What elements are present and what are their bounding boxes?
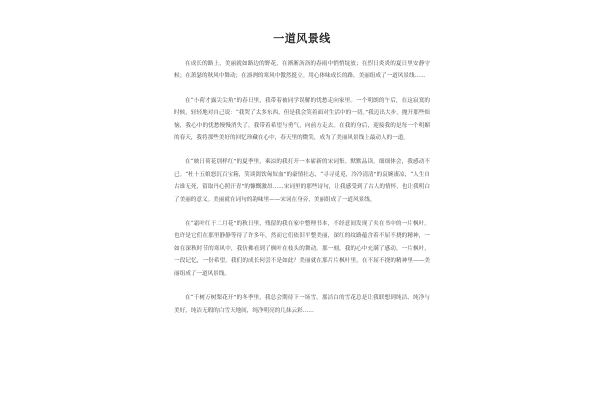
paragraph-intro: 在成长的路上，美丽就如路边的野花，在淅淅沥沥的春雨中悄悄绽放；在烈日炎炎的夏日里安静守候；在萧瑟的秋风中舞动；在凛冽的寒风中傲然挺立。用心体味成长的路，美丽组成了一道风景线…… [174,61,430,80]
document-title: 一道风景线 [273,32,331,45]
paragraph-summer: 在“映日荷花别样红”的夏季里，乘凉的我打开一本崭新的宋词集。默默品读，细细体会，我感动不已。“杜十五娘怒沉百宝箱，笑谈渴饮匈奴血”的豪情壮志，“寻寻觅觅，冷冷清清”的哀婉凄凉，“人生自古谁无死，留取丹心照汗青”的慷慨激昂……宋词里的那些诗句，让我感受到了古人的情怀，也让我明白了美丽的意义。美丽就在词句的韵味里——宋词在身旁，美丽组成了一道风景线。 [174,159,430,203]
paragraph-winter: 在“千树万树梨花开”的冬季里，我总会期待下一场雪。那洁白的雪花总是让我联想到纯洁、纯净与美好，纯洁无瑕的白雪天地间，纯净明亮的几抹云彩…… [174,295,430,314]
paragraph-autumn: 在“霜叶红于二月花”的秋日里，残留的我在家中整理书本，不经意间发现了夹在书中的一片枫叶。也许是它们在那里静静等待了许多年，然而它们依旧平整美丽，深红的纹路蕴含着不屈不挠的精神，一如在深秋时节的寒风中，我仿佛看到了枫叶在枝头的舞动。那一刻，我的心中充满了感动，一片枫叶，一段记忆，一份希望。我们的成长何尝不是如此？美丽就在那片片枫叶里，在不屈不挠的精神里——美丽组成了一道风景线。 [174,221,430,277]
paragraph-spring: 在“小荷才露尖尖角”的春日里，我带着被同学误解的忧愁走向家里。一个明朗的午后，在这寂寞的时候，轻轻地对自己说：“我哭了太多东西，但是我会笑着面对生活中的一切。”我迈出大步，抛开那些烦恼，我心中的忧愁慢慢消失了。我带着希望与勇气，向前方走去。在我的身后，迎接我的是每一个明媚的春天，我将那些美好的回忆珍藏在心中，春天里的微笑，成为了美丽风景线上最动人的一道。 [174,97,430,142]
